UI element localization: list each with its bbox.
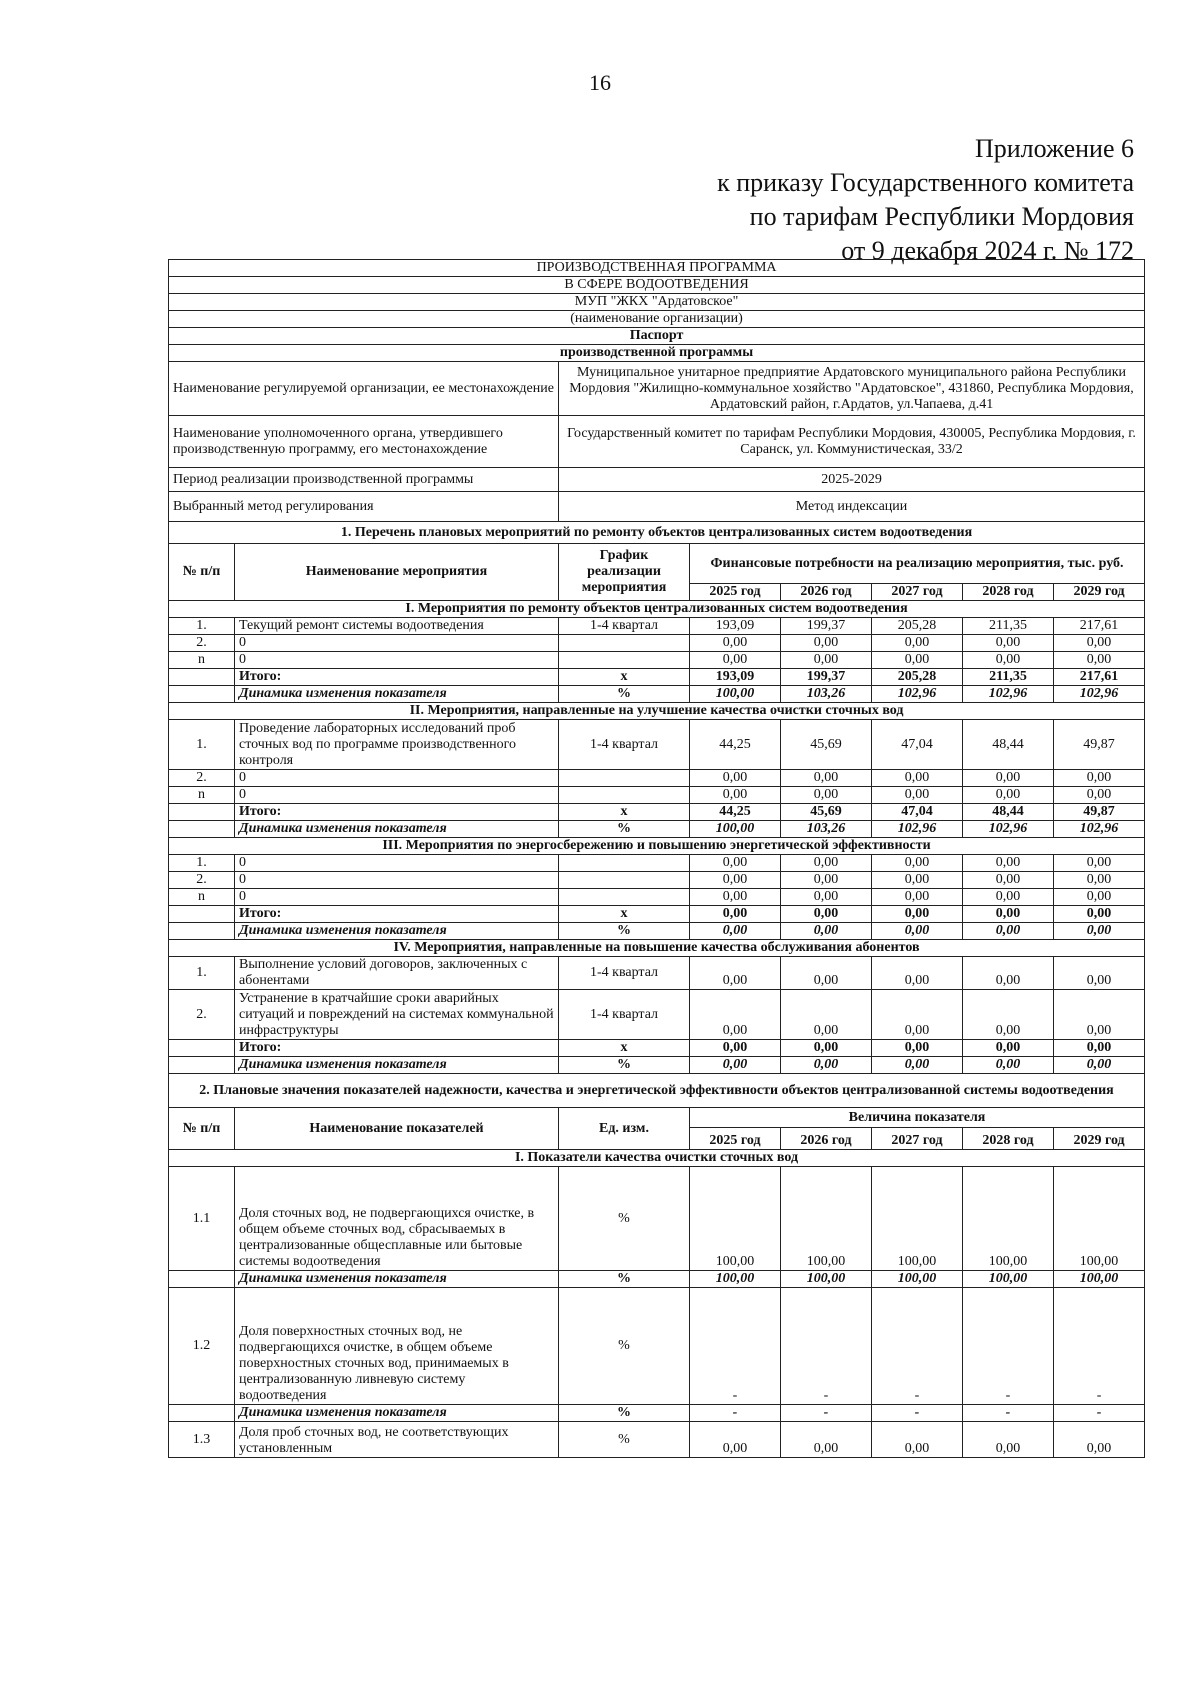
s1-dyn-value: 100,00 — [690, 821, 781, 838]
s1-row-value: 0,00 — [872, 889, 963, 906]
s2-year-4: 2029 год — [1054, 1128, 1145, 1150]
s2-col-unit: Ед. изм. — [559, 1108, 690, 1150]
s1-row-value: 0,00 — [963, 990, 1054, 1040]
s1-row-schedule: 1-4 квартал — [559, 720, 690, 770]
s1-row-value: 0,00 — [781, 787, 872, 804]
s1-row-value: 0,00 — [963, 787, 1054, 804]
s1-row-value: 0,00 — [781, 635, 872, 652]
s1-row-value: 217,61 — [1054, 618, 1145, 635]
s1-total-value: 0,00 — [781, 906, 872, 923]
s1-dyn-value: 103,26 — [781, 821, 872, 838]
s1-row-value: 0,00 — [690, 889, 781, 906]
s1-row-num: 1. — [169, 855, 235, 872]
s1-dyn-value: 0,00 — [872, 923, 963, 940]
s1-total-value: 0,00 — [690, 1040, 781, 1057]
s1-total-empty — [169, 669, 235, 686]
s2-row-value: 0,00 — [1054, 1422, 1145, 1458]
passport-body-value: Государственный комитет по тарифам Республики Мордовия, 430005, Республика Мордовия, г. Саранск, ул. Коммунистическая, 33/2 — [559, 416, 1145, 468]
s1-row-name: 0 — [235, 889, 559, 906]
s1-col-schedule: График реализации мероприятия — [559, 544, 690, 601]
s1-row-value: 0,00 — [1054, 787, 1145, 804]
s1-row-value: 0,00 — [781, 652, 872, 669]
s1-row-name: 0 — [235, 635, 559, 652]
s2-dyn-unit: % — [559, 1405, 690, 1422]
s1-row-value: 205,28 — [872, 618, 963, 635]
s1-row-value: 0,00 — [963, 652, 1054, 669]
s1-dyn-empty — [169, 1057, 235, 1074]
s2-dyn-value: - — [1054, 1405, 1145, 1422]
passport-org-value: Муниципальное унитарное предприятие Ардатовского муниципального района Республики Мордовия "Жилищно-коммунальное хозяйство "Ардатовское", 431860, Республика Мордовия, Ардатовский район, г.Ардатов, ул.Чапаева, д.41 — [559, 362, 1145, 416]
s1-year-2: 2027 год — [872, 584, 963, 601]
s1-row-value: 0,00 — [872, 770, 963, 787]
s2-year-0: 2025 год — [690, 1128, 781, 1150]
s1-total-label: Итого: — [235, 669, 559, 686]
s1-dyn-value: 0,00 — [1054, 923, 1145, 940]
s1-row-value: 48,44 — [963, 720, 1054, 770]
s1-row-name: 0 — [235, 872, 559, 889]
passport-method-value: Метод индексации — [559, 492, 1145, 522]
s1-row-value: 44,25 — [690, 720, 781, 770]
s1-row-value: 0,00 — [963, 957, 1054, 990]
s1-row-value: 0,00 — [781, 957, 872, 990]
s1-dyn-value: 102,96 — [872, 686, 963, 703]
appendix-header — [717, 132, 1134, 268]
s1-row-value: 0,00 — [690, 652, 781, 669]
s2-row-value: - — [1054, 1288, 1145, 1405]
s2-dyn-value: - — [963, 1405, 1054, 1422]
s1-group-title: IV. Мероприятия, направленные на повышение качества обслуживания абонентов — [169, 940, 1145, 957]
s1-row-value: 0,00 — [963, 872, 1054, 889]
s1-row-schedule — [559, 872, 690, 889]
s1-total-value: 0,00 — [963, 1040, 1054, 1057]
s2-dyn-label: Динамика изменения показателя — [235, 1405, 559, 1422]
s1-year-0: 2025 год — [690, 584, 781, 601]
s1-total-label: Итого: — [235, 1040, 559, 1057]
s1-year-3: 2028 год — [963, 584, 1054, 601]
appendix-line-3: по тарифам Республики Мордовия — [749, 202, 1134, 231]
s1-row-schedule — [559, 770, 690, 787]
s1-row-value: 0,00 — [1054, 635, 1145, 652]
s2-dyn-empty — [169, 1405, 235, 1422]
s1-row-name: 0 — [235, 770, 559, 787]
s1-col-finance: Финансовые потребности на реализацию мероприятия, тыс. руб. — [690, 544, 1145, 584]
passport-org-label: Наименование регулируемой организации, ее местонахождение — [169, 362, 559, 416]
s1-row-value: 0,00 — [690, 635, 781, 652]
s1-dyn-label: Динамика изменения показателя — [235, 821, 559, 838]
s2-col-value: Величина показателя — [690, 1108, 1145, 1128]
s1-total-value: 211,35 — [963, 669, 1054, 686]
s1-dyn-unit: % — [559, 1057, 690, 1074]
s1-row-value: 49,87 — [1054, 720, 1145, 770]
s1-row-value: 0,00 — [872, 990, 963, 1040]
s1-dyn-value: 102,96 — [1054, 821, 1145, 838]
s1-group-title: III. Мероприятия по энергосбережению и повышению энергетической эффективности — [169, 838, 1145, 855]
s1-row-value: 0,00 — [1054, 872, 1145, 889]
s1-row-value: 0,00 — [690, 855, 781, 872]
s1-row-schedule — [559, 889, 690, 906]
s1-dyn-unit: % — [559, 923, 690, 940]
s1-dyn-unit: % — [559, 686, 690, 703]
s1-dyn-value: 0,00 — [781, 1057, 872, 1074]
s2-dyn-unit: % — [559, 1271, 690, 1288]
s1-dyn-value: 0,00 — [963, 1057, 1054, 1074]
s1-row-value: 0,00 — [781, 990, 872, 1040]
s1-row-num: n — [169, 787, 235, 804]
s1-row-schedule: 1-4 квартал — [559, 990, 690, 1040]
s1-row-value: 45,69 — [781, 720, 872, 770]
s1-total-unit: х — [559, 1040, 690, 1057]
s1-group-title: I. Мероприятия по ремонту объектов централизованных систем водоотведения — [169, 601, 1145, 618]
s1-total-value: 0,00 — [872, 1040, 963, 1057]
s1-row-value: 0,00 — [1054, 957, 1145, 990]
s1-total-value: 44,25 — [690, 804, 781, 821]
s2-dyn-value: - — [690, 1405, 781, 1422]
s1-row-schedule — [559, 787, 690, 804]
s1-total-empty — [169, 906, 235, 923]
passport-body-label: Наименование уполномоченного органа, утвердившего производственную программу, его местонахождение — [169, 416, 559, 468]
section2-title: 2. Плановые значения показателей надежности, качества и энергетической эффективности объектов централизованной системы водоотведения — [169, 1074, 1145, 1108]
s1-total-value: 49,87 — [1054, 804, 1145, 821]
s2-row-num: 1.1 — [169, 1167, 235, 1271]
s1-dyn-empty — [169, 821, 235, 838]
s2-year-3: 2028 год — [963, 1128, 1054, 1150]
s1-total-value: 0,00 — [963, 906, 1054, 923]
s1-row-value: 0,00 — [781, 770, 872, 787]
s1-row-value: 0,00 — [690, 770, 781, 787]
s1-row-value: 193,09 — [690, 618, 781, 635]
s2-row-name: Доля проб сточных вод, не соответствующих установленным — [235, 1422, 559, 1458]
s1-row-schedule — [559, 855, 690, 872]
s1-total-value: 193,09 — [690, 669, 781, 686]
s1-row-num: n — [169, 652, 235, 669]
s2-dyn-value: 100,00 — [1054, 1271, 1145, 1288]
passport-period-value: 2025-2029 — [559, 468, 1145, 492]
s1-total-value: 199,37 — [781, 669, 872, 686]
s1-row-num: 1. — [169, 957, 235, 990]
s1-row-num: 1. — [169, 618, 235, 635]
s2-row-value: 100,00 — [1054, 1167, 1145, 1271]
s1-row-num: 2. — [169, 990, 235, 1040]
s1-row-schedule — [559, 635, 690, 652]
s2-col-num: № п/п — [169, 1108, 235, 1150]
s2-row-value: 100,00 — [963, 1167, 1054, 1271]
page-number: 16 — [589, 70, 611, 95]
s2-row-value: 100,00 — [781, 1167, 872, 1271]
s1-row-value: 0,00 — [1054, 855, 1145, 872]
s1-total-value: 0,00 — [1054, 1040, 1145, 1057]
s1-row-value: 0,00 — [1054, 652, 1145, 669]
s1-row-value: 0,00 — [690, 957, 781, 990]
s1-row-schedule: 1-4 квартал — [559, 957, 690, 990]
s1-total-unit: х — [559, 906, 690, 923]
s1-row-value: 0,00 — [963, 770, 1054, 787]
s1-total-value: 205,28 — [872, 669, 963, 686]
s1-total-label: Итого: — [235, 804, 559, 821]
s1-year-1: 2026 год — [781, 584, 872, 601]
s1-row-num: 1. — [169, 720, 235, 770]
s1-group-title: II. Мероприятия, направленные на улучшение качества очистки сточных вод — [169, 703, 1145, 720]
s2-row-unit: % — [559, 1167, 690, 1271]
s1-dyn-value: 0,00 — [781, 923, 872, 940]
s2-row-name: Доля поверхностных сточных вод, не подвергающихся очистке, в общем объеме поверхностных сточных вод, принимаемых в централизованную ливневую систему водоотведения — [235, 1288, 559, 1405]
s1-row-value: 0,00 — [1054, 990, 1145, 1040]
s1-row-name: Устранение в кратчайшие сроки аварийных ситуаций и повреждений на системах коммунальной инфраструктуры — [235, 990, 559, 1040]
s1-dyn-value: 102,96 — [872, 821, 963, 838]
s1-row-value: 0,00 — [872, 872, 963, 889]
s1-total-value: 48,44 — [963, 804, 1054, 821]
s2-row-value: - — [781, 1288, 872, 1405]
s1-row-value: 0,00 — [963, 855, 1054, 872]
s1-row-value: 211,35 — [963, 618, 1054, 635]
section1-title: 1. Перечень плановых мероприятий по ремонту объектов централизованных систем водоотведения — [169, 522, 1145, 544]
s1-total-value: 217,61 — [1054, 669, 1145, 686]
organization-caption: (наименование организации) — [169, 311, 1145, 328]
production-program-table — [168, 259, 1145, 1458]
s1-total-value: 0,00 — [781, 1040, 872, 1057]
s1-row-value: 0,00 — [690, 872, 781, 889]
s1-dyn-value: 103,26 — [781, 686, 872, 703]
s2-row-value: - — [690, 1288, 781, 1405]
s1-row-value: 0,00 — [1054, 770, 1145, 787]
s2-row-value: 0,00 — [872, 1422, 963, 1458]
organization-name: МУП "ЖКХ "Ардатовское" — [169, 294, 1145, 311]
s1-row-schedule — [559, 652, 690, 669]
s1-total-value: 0,00 — [1054, 906, 1145, 923]
s1-total-value: 0,00 — [872, 906, 963, 923]
s2-dyn-value: 100,00 — [690, 1271, 781, 1288]
s2-row-unit: % — [559, 1288, 690, 1405]
s1-row-num: 2. — [169, 770, 235, 787]
s1-row-value: 0,00 — [690, 990, 781, 1040]
s1-dyn-label: Динамика изменения показателя — [235, 923, 559, 940]
s1-row-name: Текущий ремонт системы водоотведения — [235, 618, 559, 635]
s1-total-value: 0,00 — [690, 906, 781, 923]
s1-dyn-value: 102,96 — [963, 686, 1054, 703]
s1-dyn-value: 0,00 — [963, 923, 1054, 940]
s2-row-value: 100,00 — [690, 1167, 781, 1271]
s1-total-empty — [169, 804, 235, 821]
s2-dyn-value: - — [872, 1405, 963, 1422]
s1-row-name: Проведение лабораторных исследований проб сточных вод по программе производственного контроля — [235, 720, 559, 770]
s1-row-value: 0,00 — [781, 889, 872, 906]
s1-row-name: 0 — [235, 652, 559, 669]
s1-row-value: 0,00 — [963, 889, 1054, 906]
s1-dyn-unit: % — [559, 821, 690, 838]
s1-year-4: 2029 год — [1054, 584, 1145, 601]
s1-row-value: 0,00 — [781, 855, 872, 872]
s1-row-schedule: 1-4 квартал — [559, 618, 690, 635]
s1-row-num: 2. — [169, 872, 235, 889]
s1-total-empty — [169, 1040, 235, 1057]
s1-dyn-value: 102,96 — [963, 821, 1054, 838]
s1-row-value: 199,37 — [781, 618, 872, 635]
s1-dyn-empty — [169, 923, 235, 940]
s1-row-num: 2. — [169, 635, 235, 652]
appendix-line-2: к приказу Государственного комитета — [717, 168, 1134, 197]
s1-dyn-value: 102,96 — [1054, 686, 1145, 703]
s1-row-value: 0,00 — [781, 872, 872, 889]
s1-total-label: Итого: — [235, 906, 559, 923]
s1-row-value: 47,04 — [872, 720, 963, 770]
s1-row-value: 0,00 — [872, 787, 963, 804]
s2-year-2: 2027 год — [872, 1128, 963, 1150]
s1-dyn-label: Динамика изменения показателя — [235, 1057, 559, 1074]
s1-dyn-value: 100,00 — [690, 686, 781, 703]
s2-group-title: I. Показатели качества очистки сточных вод — [169, 1150, 1145, 1167]
passport-subtitle: производственной программы — [169, 345, 1145, 362]
s2-dyn-empty — [169, 1271, 235, 1288]
s2-row-name: Доля сточных вод, не подвергающихся очистке, в общем объеме сточных вод, сбрасываемых в централизованные общесплавные или бытовые системы водоотведения — [235, 1167, 559, 1271]
s1-dyn-empty — [169, 686, 235, 703]
s1-dyn-value: 0,00 — [872, 1057, 963, 1074]
s1-dyn-label: Динамика изменения показателя — [235, 686, 559, 703]
s2-row-unit: % — [559, 1422, 690, 1458]
s1-row-value: 0,00 — [872, 957, 963, 990]
s1-row-name: 0 — [235, 787, 559, 804]
s1-row-value: 0,00 — [690, 787, 781, 804]
s1-row-name: Выполнение условий договоров, заключенных с абонентами — [235, 957, 559, 990]
appendix-line-1: Приложение 6 — [974, 134, 1134, 163]
s1-row-name: 0 — [235, 855, 559, 872]
s1-row-value: 0,00 — [872, 652, 963, 669]
s1-row-num: n — [169, 889, 235, 906]
s2-row-num: 1.3 — [169, 1422, 235, 1458]
program-title-2: В СФЕРЕ ВОДООТВЕДЕНИЯ — [169, 277, 1145, 294]
s2-dyn-value: 100,00 — [872, 1271, 963, 1288]
s2-row-value: 0,00 — [963, 1422, 1054, 1458]
s2-row-value: 100,00 — [872, 1167, 963, 1271]
s2-row-value: 0,00 — [690, 1422, 781, 1458]
s1-total-unit: х — [559, 669, 690, 686]
s2-dyn-value: 100,00 — [963, 1271, 1054, 1288]
s1-dyn-value: 0,00 — [690, 1057, 781, 1074]
s2-row-value: 0,00 — [781, 1422, 872, 1458]
s1-total-value: 45,69 — [781, 804, 872, 821]
s1-row-value: 0,00 — [1054, 889, 1145, 906]
s1-dyn-value: 0,00 — [690, 923, 781, 940]
s2-dyn-value: - — [781, 1405, 872, 1422]
s1-total-value: 47,04 — [872, 804, 963, 821]
s2-year-1: 2026 год — [781, 1128, 872, 1150]
passport-period-label: Период реализации производственной программы — [169, 468, 559, 492]
s2-row-num: 1.2 — [169, 1288, 235, 1405]
s2-row-value: - — [872, 1288, 963, 1405]
s2-dyn-label: Динамика изменения показателя — [235, 1271, 559, 1288]
s1-total-unit: х — [559, 804, 690, 821]
s1-row-value: 0,00 — [963, 635, 1054, 652]
s1-dyn-value: 0,00 — [1054, 1057, 1145, 1074]
s1-col-name: Наименование мероприятия — [235, 544, 559, 601]
passport-method-label: Выбранный метод регулирования — [169, 492, 559, 522]
passport-title: Паспорт — [169, 328, 1145, 345]
s1-row-value: 0,00 — [872, 855, 963, 872]
s2-row-value: - — [963, 1288, 1054, 1405]
s2-dyn-value: 100,00 — [781, 1271, 872, 1288]
s1-col-num: № п/п — [169, 544, 235, 601]
s2-col-name: Наименование показателей — [235, 1108, 559, 1150]
appendix-line-4: от 9 декабря 2024 г. № 172 — [841, 236, 1134, 265]
program-title-1: ПРОИЗВОДСТВЕННАЯ ПРОГРАММА — [169, 260, 1145, 277]
s1-row-value: 0,00 — [872, 635, 963, 652]
